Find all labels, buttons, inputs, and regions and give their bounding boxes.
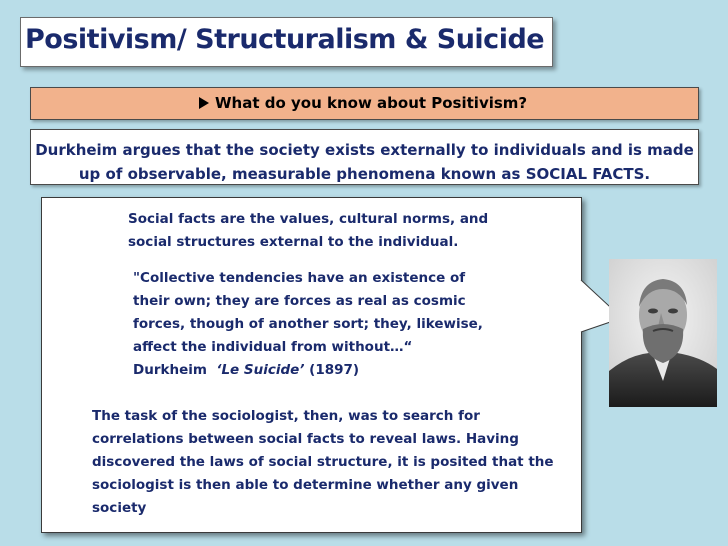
social-facts-text	[128, 208, 488, 254]
question-bar	[30, 87, 699, 120]
quote-line: affect the individual from without…“	[133, 339, 413, 355]
quote-line: "Collective tendencies have an existence of	[133, 270, 466, 286]
speech-bubble	[41, 197, 582, 533]
social-facts-line: social structures external to the individual.	[128, 234, 459, 250]
definition-line-2: up of observable, measurable phenomena known as SOCIAL FACTS.	[78, 165, 651, 183]
title-box	[20, 17, 553, 67]
definition-line-1: Durkheim argues that the society exists externally to individuals and is made	[35, 141, 694, 159]
citation-work: ‘Le Suicide’	[216, 362, 305, 378]
task-line: correlations between social facts to reveal laws. Having	[92, 431, 519, 447]
durkheim-quote	[133, 267, 483, 382]
task-line: sociologist is then able to determine whether any given	[92, 477, 519, 493]
arrow-bullet-icon	[199, 97, 209, 109]
sociologist-task-text	[92, 405, 554, 520]
citation-author: Durkheim	[133, 362, 207, 378]
citation-year: (1897)	[309, 362, 360, 378]
quote-line: forces, though of another sort; they, likewise,	[133, 316, 483, 332]
task-line: discovered the laws of social structure, it is posited that the	[92, 454, 554, 470]
definition-text	[31, 130, 698, 186]
durkheim-portrait	[609, 259, 717, 407]
question-text: What do you know about Positivism?	[215, 94, 528, 112]
portrait-image	[609, 259, 717, 407]
quote-line: their own; they are forces as real as cosmic	[133, 293, 466, 309]
quote-citation	[133, 362, 359, 378]
question-line	[199, 94, 527, 112]
task-line: The task of the sociologist, then, was to search for	[92, 408, 480, 424]
social-facts-line: Social facts are the values, cultural norms, and	[128, 211, 489, 227]
definition-box	[30, 129, 699, 185]
task-line: society	[92, 500, 147, 516]
slide-title: Positivism/ Structuralism & Suicide	[25, 24, 545, 55]
